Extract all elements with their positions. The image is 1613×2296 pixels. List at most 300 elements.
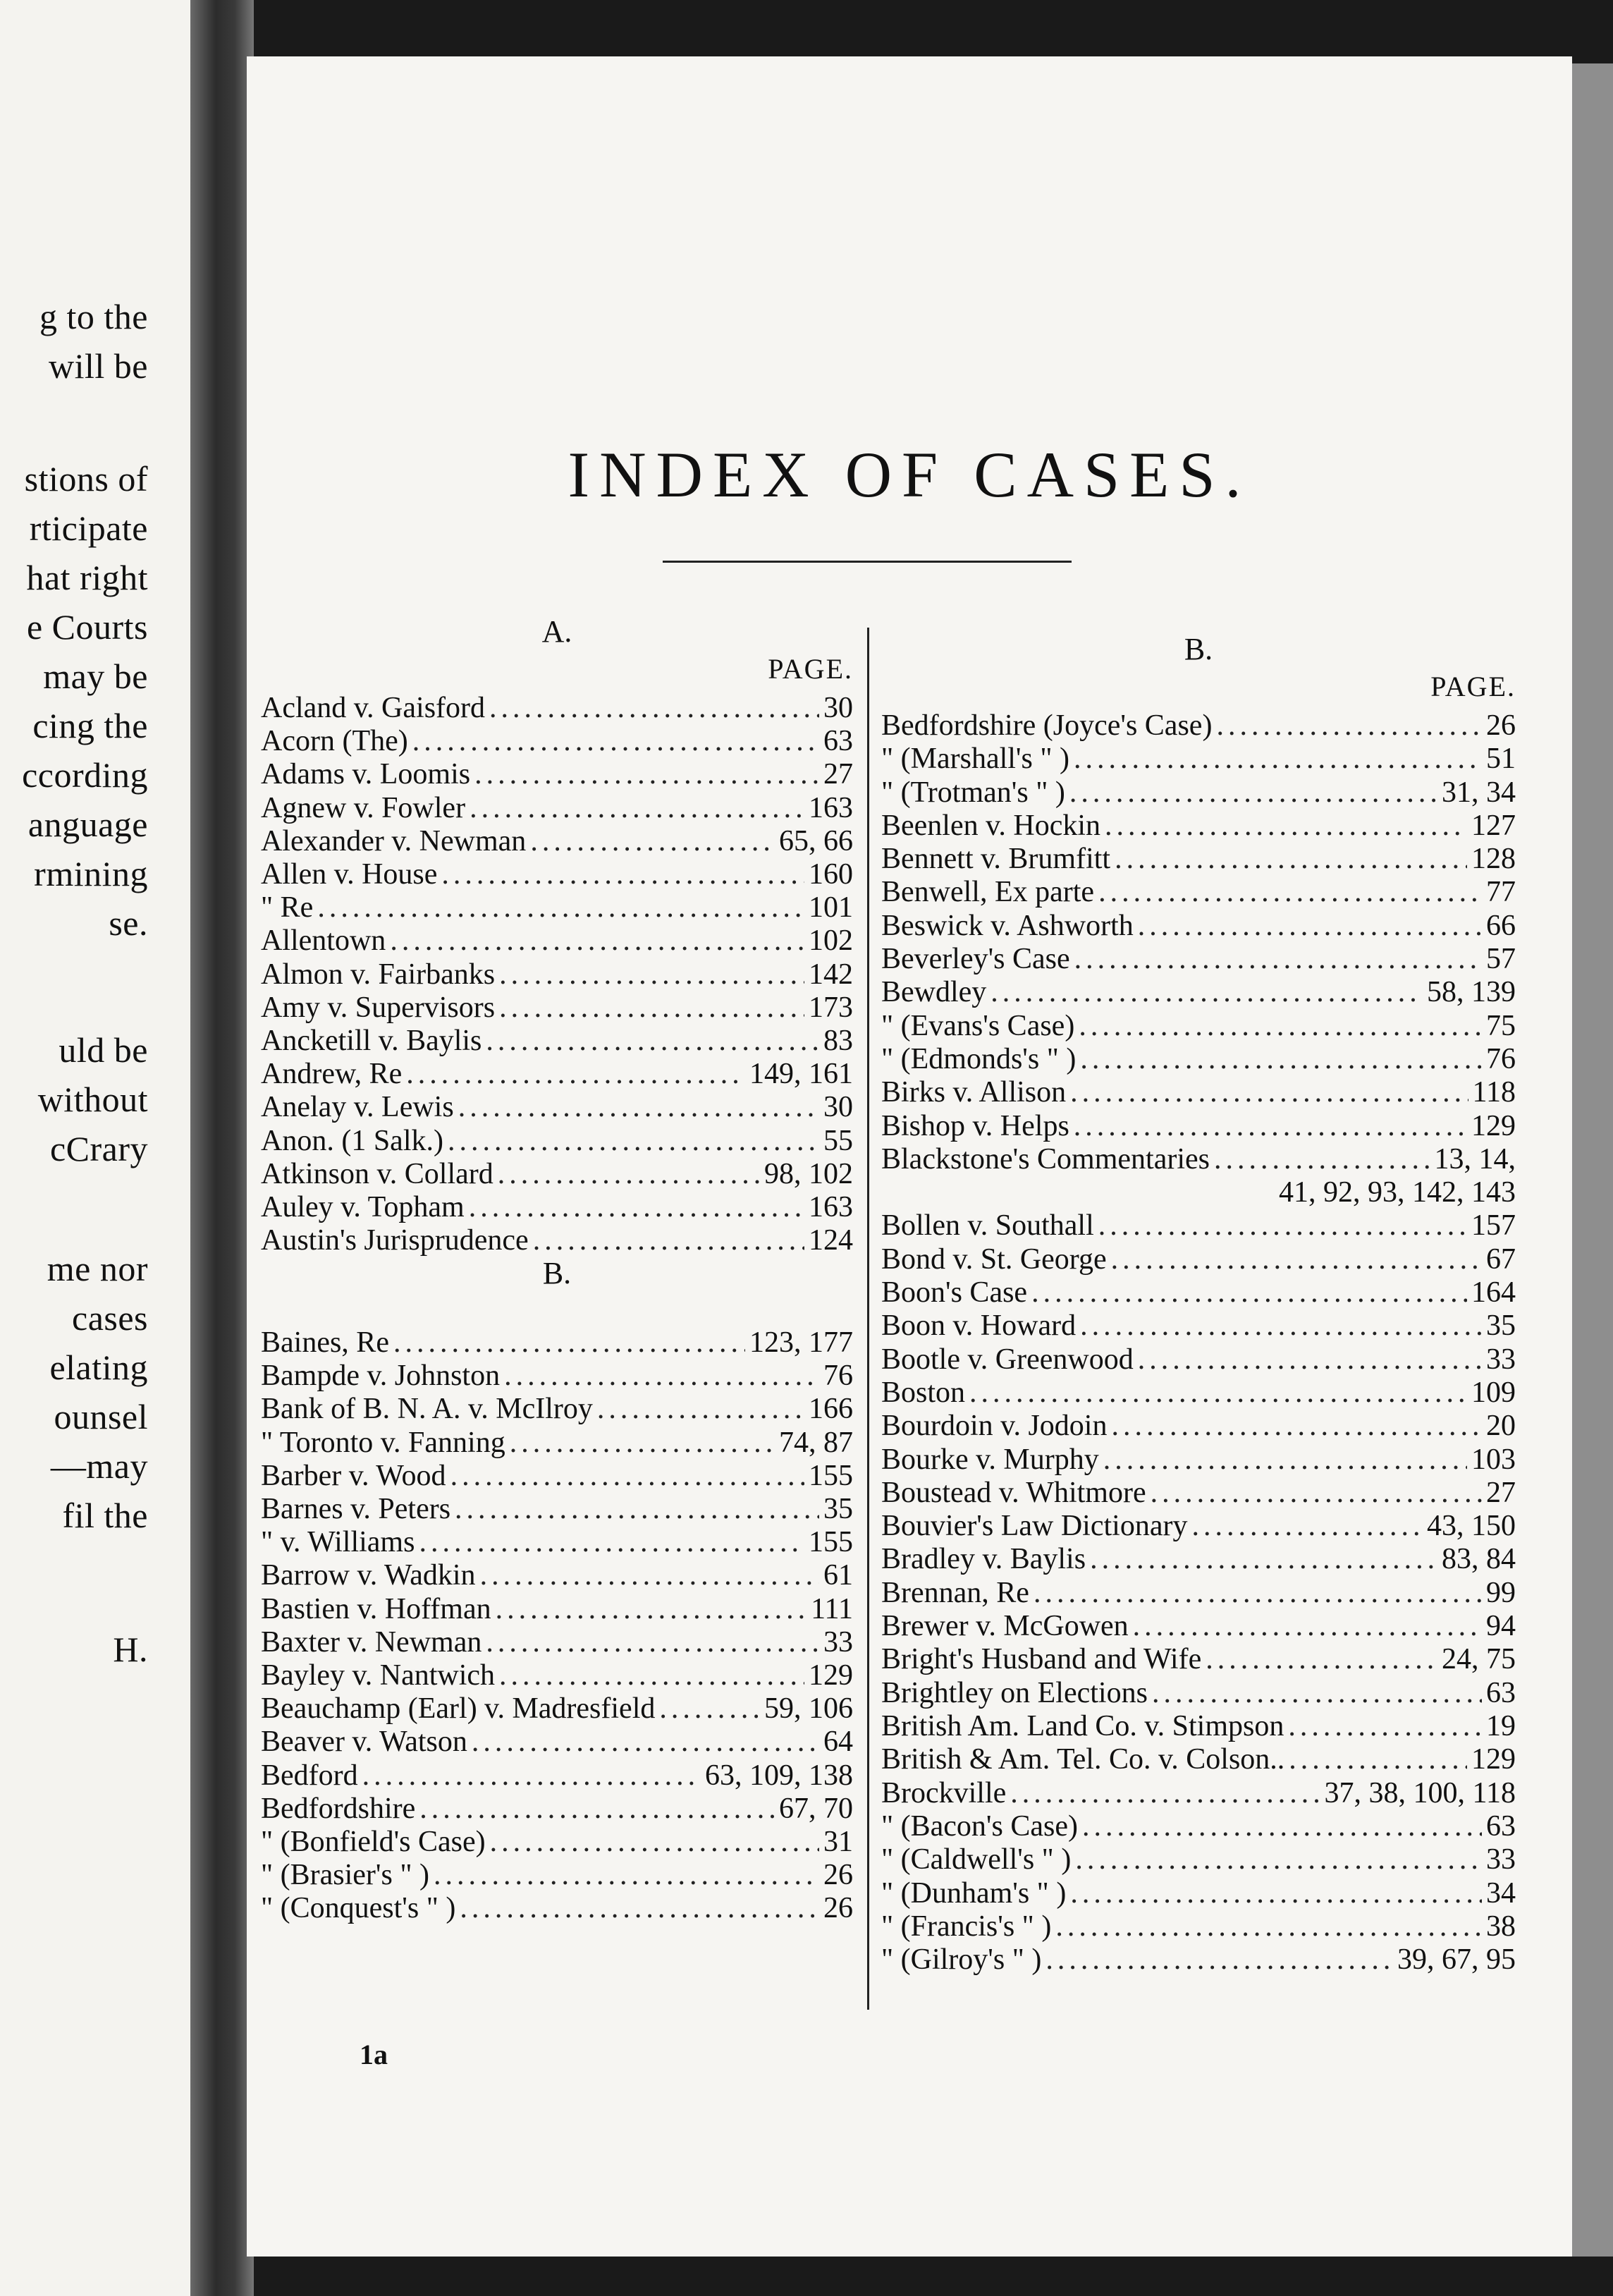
index-entry: [261, 1090, 853, 1124]
case-name: Baines, Re: [261, 1326, 389, 1359]
page-numbers: 26: [823, 1892, 853, 1924]
leader-dots: [470, 791, 804, 825]
page-numbers: 26: [823, 1859, 853, 1891]
case-name: Bourdoin v. Jodoin: [881, 1410, 1108, 1442]
case-name: British Am. Land Co. v. Stimpson: [881, 1710, 1284, 1742]
facing-page: [0, 0, 190, 2296]
leader-dots: [1115, 842, 1467, 876]
section-heading-b: B.: [1184, 632, 1213, 666]
leader-dots: [1080, 1042, 1482, 1076]
page-numbers: 27: [823, 758, 853, 790]
index-entry: [261, 1692, 853, 1726]
index-entry: [261, 1558, 853, 1592]
index-entry: [881, 709, 1516, 743]
page-numbers: 51: [1486, 743, 1516, 775]
page-numbers: 66: [1486, 910, 1516, 942]
facing-page-text-fragment: may be: [43, 657, 148, 696]
case-name: " (Brasier's " ): [261, 1859, 429, 1891]
case-name: Bouvier's Law Dictionary: [881, 1510, 1188, 1542]
case-name: Bennett v. Brumfitt: [881, 843, 1111, 875]
case-name: Bootle v. Greenwood: [881, 1343, 1134, 1376]
leader-dots: [419, 1792, 775, 1826]
folio-signature: 1a: [360, 2039, 388, 2070]
case-name: Barnes v. Peters: [261, 1493, 451, 1525]
leader-dots: [1105, 809, 1467, 843]
facing-page-text-fragment: ounsel: [54, 1397, 148, 1436]
case-name: Auley v. Topham: [261, 1191, 465, 1223]
column-divider: [867, 628, 869, 2010]
index-entry: [881, 1209, 1516, 1242]
index-entry: [261, 1858, 853, 1892]
page-column-label: PAGE.: [1430, 671, 1516, 702]
leader-dots: [362, 1759, 701, 1793]
case-name: Bright's Husband and Wife: [881, 1643, 1202, 1675]
facing-page-text-fragment: cases: [72, 1298, 148, 1338]
facing-page-text-fragment: elating: [49, 1348, 148, 1387]
leader-dots: [504, 1359, 819, 1393]
index-entry: [881, 1476, 1516, 1510]
case-name: " (Dunham's " ): [881, 1877, 1067, 1910]
case-name: Bewdley: [881, 976, 987, 1008]
facing-page-text-fragment: without: [37, 1080, 148, 1119]
page-numbers: 67: [1486, 1243, 1516, 1276]
page-edge: [1565, 63, 1613, 2257]
page-numbers: 58, 139: [1427, 976, 1516, 1008]
leader-dots: [1069, 776, 1437, 810]
page-numbers: 27: [1486, 1477, 1516, 1509]
facing-page-text-fragment: —may: [50, 1446, 148, 1486]
index-entry: [881, 1242, 1516, 1276]
case-name: " (Evans's Case): [881, 1010, 1075, 1042]
leader-dots: [1079, 1009, 1482, 1043]
facing-page-text-fragment: uld be: [59, 1030, 148, 1070]
leader-dots: [474, 757, 819, 791]
case-name: Bishop v. Helps: [881, 1110, 1069, 1142]
index-entry: [881, 975, 1516, 1009]
facing-page-text-fragment: hat right: [26, 558, 148, 597]
page-numbers: 63, 109, 138: [705, 1759, 853, 1792]
facing-page-text-fragment: H.: [113, 1630, 148, 1669]
leader-dots: [486, 1625, 819, 1659]
leader-dots: [1010, 1776, 1320, 1810]
page-numbers: 102: [809, 924, 853, 957]
case-name: Brennan, Re: [881, 1577, 1029, 1609]
index-entry: [881, 1309, 1516, 1343]
index-entry: [261, 1024, 853, 1058]
leader-dots: [1103, 1443, 1467, 1477]
page-numbers: 63: [1486, 1810, 1516, 1843]
case-name: Almon v. Fairbanks: [261, 958, 496, 991]
page-numbers: 38: [1486, 1910, 1516, 1943]
page-numbers: 118: [1472, 1076, 1516, 1109]
index-entry: [881, 1376, 1516, 1410]
leader-dots: [490, 1825, 819, 1859]
leader-dots: [1090, 1542, 1437, 1576]
leader-dots: [969, 1376, 1467, 1410]
case-name: Beverley's Case: [881, 943, 1070, 975]
leader-dots: [1138, 909, 1482, 943]
leader-dots: [1031, 1276, 1467, 1309]
facing-page-text-fragment: se.: [109, 903, 148, 943]
index-entry: [261, 1825, 853, 1859]
index-entry: [261, 1359, 853, 1393]
page-numbers: 39, 67, 95: [1397, 1943, 1516, 1976]
index-entry: [261, 1625, 853, 1659]
case-name: " (Caldwell's " ): [881, 1843, 1072, 1876]
index-entry: [881, 1142, 1516, 1176]
leader-dots: [412, 724, 819, 758]
case-name: Alexander v. Newman: [261, 825, 527, 857]
page-numbers: 98, 102: [764, 1158, 853, 1190]
leader-dots: [1045, 1943, 1393, 1977]
page-numbers: 77: [1486, 876, 1516, 908]
case-name: Bank of B. N. A. v. McIlroy: [261, 1393, 593, 1425]
index-entry: [881, 1809, 1516, 1843]
page-numbers: 76: [1486, 1043, 1516, 1075]
index-entry: [881, 1276, 1516, 1309]
page-numbers: 155: [809, 1460, 853, 1492]
page-title: INDEX OF CASES.: [568, 439, 1251, 511]
index-entry: [261, 1392, 853, 1426]
page-numbers: 129: [1471, 1110, 1516, 1142]
facing-page-text-fragment: cCrary: [49, 1129, 148, 1168]
facing-page-text-fragment: me nor: [47, 1249, 148, 1288]
case-name: Brockville: [881, 1777, 1007, 1809]
index-entry: [881, 1075, 1516, 1109]
page-numbers: 76: [823, 1360, 853, 1392]
case-name: Bedfordshire: [261, 1793, 416, 1825]
case-name: Beauchamp (Earl) v. Madresfield: [261, 1692, 656, 1725]
index-entry: [881, 1843, 1516, 1876]
index-entry: [881, 1776, 1516, 1810]
index-entry: [261, 1725, 853, 1759]
case-name: Bampde v. Johnston: [261, 1360, 501, 1392]
leader-dots: [434, 1858, 819, 1892]
index-entry: [261, 1759, 853, 1793]
leader-dots: [406, 1057, 745, 1091]
case-name: Bedford: [261, 1759, 358, 1792]
index-entry: [261, 1326, 853, 1360]
leader-dots: [1133, 1609, 1482, 1643]
leader-dots: [1075, 1843, 1482, 1876]
leader-dots: [390, 924, 804, 958]
case-name: Atkinson v. Collard: [261, 1158, 493, 1190]
index-entry: [261, 1659, 853, 1692]
index-entry: [261, 724, 853, 758]
page-numbers: 34: [1486, 1877, 1516, 1910]
leader-dots: [530, 824, 775, 858]
case-name: " (Edmonds's " ): [881, 1043, 1077, 1075]
page-numbers: 59, 106: [764, 1692, 853, 1725]
page-numbers: 55: [823, 1125, 853, 1157]
index-entry: [881, 1443, 1516, 1477]
leader-dots: [1111, 1242, 1482, 1276]
page-numbers: 83, 84: [1442, 1543, 1516, 1575]
leader-dots: [480, 1558, 819, 1592]
leader-dots: [496, 1592, 807, 1626]
index-entry: [261, 1157, 853, 1191]
case-name: Bayley v. Nantwich: [261, 1659, 496, 1692]
index-entry: [881, 1642, 1516, 1676]
page-column-label: PAGE.: [768, 653, 853, 685]
facing-page-text-fragment: g to the: [39, 297, 148, 336]
page-numbers: 33: [1486, 1343, 1516, 1376]
page-numbers: 160: [809, 858, 853, 891]
index-entry: [881, 842, 1516, 876]
case-name: Beenlen v. Hockin: [881, 810, 1101, 842]
page-numbers: 164: [1471, 1276, 1516, 1309]
page-numbers: 13, 14,: [1434, 1143, 1516, 1176]
case-name: Bedfordshire (Joyce's Case): [881, 709, 1213, 742]
case-name: Agnew v. Fowler: [261, 792, 466, 824]
index-entry: [881, 1742, 1516, 1776]
page-numbers: 129: [809, 1659, 853, 1692]
page-numbers: 157: [1471, 1209, 1516, 1242]
index-entry: [261, 1223, 853, 1257]
index-entry: [261, 1459, 853, 1493]
case-name: " (Marshall's " ): [881, 743, 1069, 775]
case-name: Barber v. Wood: [261, 1460, 446, 1492]
page-numbers: 35: [1486, 1309, 1516, 1342]
case-name: Boston: [881, 1376, 966, 1409]
case-name: Amy v. Supervisors: [261, 991, 496, 1024]
page-numbers: 33: [823, 1626, 853, 1659]
facing-page-text-fragment: fil the: [62, 1496, 148, 1535]
leader-dots: [1080, 1309, 1482, 1343]
case-name: Allen v. House: [261, 858, 438, 891]
page-numbers: 65, 66: [779, 825, 853, 857]
leader-dots: [317, 891, 804, 924]
case-name: Beaver v. Watson: [261, 1726, 467, 1758]
leader-dots: [419, 1525, 804, 1559]
index-entry: [881, 1609, 1516, 1643]
leader-dots: [1055, 1910, 1482, 1943]
case-name: Allentown: [261, 924, 386, 957]
case-name: " Re: [261, 891, 314, 924]
index-entry: [881, 1910, 1516, 1943]
case-name: Boon v. Howard: [881, 1309, 1077, 1342]
case-name: Adams v. Loomis: [261, 758, 471, 790]
leader-dots: [659, 1692, 760, 1726]
facing-page-text-fragment: rmining: [34, 854, 148, 893]
case-name: Acorn (The): [261, 725, 408, 757]
index-entry: [881, 776, 1516, 810]
leader-dots: [597, 1392, 804, 1426]
index-entry: [261, 1057, 853, 1091]
page-numbers: 20: [1486, 1410, 1516, 1442]
leader-dots: [489, 691, 819, 725]
index-entry: [881, 875, 1516, 909]
title-rule: [663, 561, 1072, 563]
leader-dots: [1111, 1409, 1482, 1443]
case-name: Anelay v. Lewis: [261, 1091, 454, 1123]
index-entry: [261, 991, 853, 1025]
page-numbers: 173: [809, 991, 853, 1024]
case-name: Bond v. St. George: [881, 1243, 1107, 1276]
index-entry: [261, 791, 853, 825]
index-entry: [881, 942, 1516, 976]
page-numbers: 155: [809, 1526, 853, 1558]
leader-dots: [1206, 1642, 1437, 1676]
case-name: Boon's Case: [881, 1276, 1028, 1309]
index-entry: [881, 1943, 1516, 1977]
page-numbers: 30: [823, 692, 853, 724]
case-name: Acland v. Gaisford: [261, 692, 486, 724]
facing-page-text-fragment: rticipate: [29, 508, 148, 548]
case-name: Birks v. Allison: [881, 1076, 1067, 1109]
case-name: Bollen v. Southall: [881, 1209, 1094, 1242]
index-entry: [261, 1891, 853, 1925]
case-name: Brightley on Elections: [881, 1677, 1148, 1709]
case-name: " (Conquest's " ): [261, 1892, 456, 1924]
page-numbers: 124: [809, 1224, 853, 1257]
leader-dots: [393, 1326, 745, 1360]
leader-dots: [533, 1223, 804, 1257]
case-name: Boustead v. Whitmore: [881, 1477, 1146, 1509]
facing-page-text-fragment: anguage: [27, 805, 148, 844]
leader-dots: [1138, 1343, 1482, 1376]
page-numbers: 31, 34: [1442, 776, 1516, 809]
case-name: British & Am. Tel. Co. v. Colson..: [881, 1743, 1285, 1776]
leader-dots: [499, 991, 804, 1025]
leader-dots: [1191, 1509, 1423, 1543]
page-numbers: 94: [1486, 1610, 1516, 1642]
case-name: " (Bacon's Case): [881, 1810, 1078, 1843]
leader-dots: [498, 1157, 760, 1191]
index-entry: [261, 1792, 853, 1826]
index-entry: [261, 958, 853, 991]
page-numbers: 33: [1486, 1843, 1516, 1876]
index-entry: [261, 891, 853, 924]
leader-dots: [1289, 1742, 1467, 1776]
index-entry: [261, 1190, 853, 1224]
index-entry: [261, 1492, 853, 1526]
index-entry: [881, 1709, 1516, 1743]
page-numbers: 30: [823, 1091, 853, 1123]
case-name: " (Francis's " ): [881, 1910, 1052, 1943]
leader-dots: [1074, 1109, 1467, 1143]
page-numbers: 63: [823, 725, 853, 757]
index-entry: [881, 1176, 1516, 1209]
page-numbers: 163: [809, 792, 853, 824]
section-heading-b: B.: [542, 1256, 572, 1290]
case-name: Bradley v. Baylis: [881, 1543, 1086, 1575]
case-name: Bastien v. Hoffman: [261, 1593, 491, 1625]
leader-dots: [1216, 709, 1482, 743]
case-name: " (Trotman's " ): [881, 776, 1065, 809]
leader-dots: [469, 1190, 804, 1224]
section-heading-a: A.: [541, 614, 572, 649]
index-entry: [881, 1343, 1516, 1376]
page-numbers: 61: [823, 1559, 853, 1592]
page-numbers: 75: [1486, 1010, 1516, 1042]
page-numbers: 127: [1471, 810, 1516, 842]
facing-page-text-fragment: will be: [49, 346, 148, 386]
facing-page-text-fragment: e Courts: [26, 607, 148, 647]
leader-dots: [1214, 1142, 1430, 1176]
case-name: Beswick v. Ashworth: [881, 910, 1134, 942]
index-entry: [881, 1409, 1516, 1443]
page-numbers: 149, 161: [749, 1058, 853, 1090]
case-name: " (Gilroy's " ): [881, 1943, 1042, 1976]
leader-dots: [1098, 1209, 1467, 1242]
leader-dots: [455, 1492, 819, 1526]
leader-dots: [1034, 1576, 1482, 1610]
index-entry: [261, 924, 853, 958]
case-name: Benwell, Ex parte: [881, 876, 1095, 908]
leader-dots: [458, 1090, 819, 1124]
case-name: Austin's Jurisprudence: [261, 1224, 529, 1257]
page-numbers: 123, 177: [749, 1326, 853, 1359]
case-name: Anon. (1 Salk.): [261, 1125, 443, 1157]
index-entry: [881, 1009, 1516, 1043]
page-numbers: 103: [1471, 1443, 1516, 1476]
facing-page-text-fragment: stions of: [24, 459, 148, 499]
page-numbers: 109: [1471, 1376, 1516, 1409]
leader-dots: [486, 1024, 819, 1058]
case-name: Andrew, Re: [261, 1058, 403, 1090]
leader-dots: [1070, 1075, 1468, 1109]
case-name: Brewer v. McGowen: [881, 1610, 1129, 1642]
case-name: Blackstone's Commentaries: [881, 1143, 1210, 1176]
page-numbers: 19: [1486, 1710, 1516, 1742]
leader-dots: [1152, 1676, 1482, 1710]
leader-dots: [510, 1426, 775, 1460]
page-numbers: 31: [823, 1826, 853, 1858]
index-entry: [261, 1592, 853, 1626]
leader-dots: [1288, 1709, 1482, 1743]
index-entry: [881, 1542, 1516, 1576]
leader-dots: [499, 958, 804, 991]
index-entry: [881, 742, 1516, 776]
index-entry: [881, 1109, 1516, 1143]
page-numbers: 83: [823, 1025, 853, 1057]
index-entry: [261, 757, 853, 791]
page-numbers: 24, 75: [1442, 1643, 1516, 1675]
leader-dots: [1074, 942, 1482, 976]
book-gutter: [190, 0, 254, 2296]
index-entry: [261, 1124, 853, 1158]
index-entry: [881, 1676, 1516, 1710]
leader-dots: [441, 857, 804, 891]
index-entry: [261, 824, 853, 858]
leader-dots: [1098, 875, 1482, 909]
page-numbers: 64: [823, 1726, 853, 1758]
page-numbers: 57: [1486, 943, 1516, 975]
page-numbers: 99: [1486, 1577, 1516, 1609]
leader-dots: [448, 1124, 819, 1158]
leader-dots: [450, 1459, 804, 1493]
page-numbers: 43, 150: [1427, 1510, 1516, 1542]
case-name: " (Bonfield's Case): [261, 1826, 486, 1858]
page-numbers: 74, 87: [779, 1427, 853, 1459]
index-entry: [261, 1426, 853, 1460]
leader-dots: [499, 1659, 804, 1692]
leader-dots: [1151, 1476, 1482, 1510]
page-numbers: 35: [823, 1493, 853, 1525]
index-entry: [881, 1876, 1516, 1910]
page-numbers: 37, 38, 100, 118: [1324, 1777, 1516, 1809]
case-name: Ancketill v. Baylis: [261, 1025, 482, 1057]
page-numbers: 128: [1471, 843, 1516, 875]
case-name: Barrow v. Wadkin: [261, 1559, 476, 1592]
facing-page-text-fragment: ccording: [22, 755, 148, 795]
leader-dots: [460, 1891, 819, 1925]
case-name: Bourke v. Murphy: [881, 1443, 1099, 1476]
page-numbers: 163: [809, 1191, 853, 1223]
index-entry: [881, 1509, 1516, 1543]
index-entry: [881, 909, 1516, 943]
